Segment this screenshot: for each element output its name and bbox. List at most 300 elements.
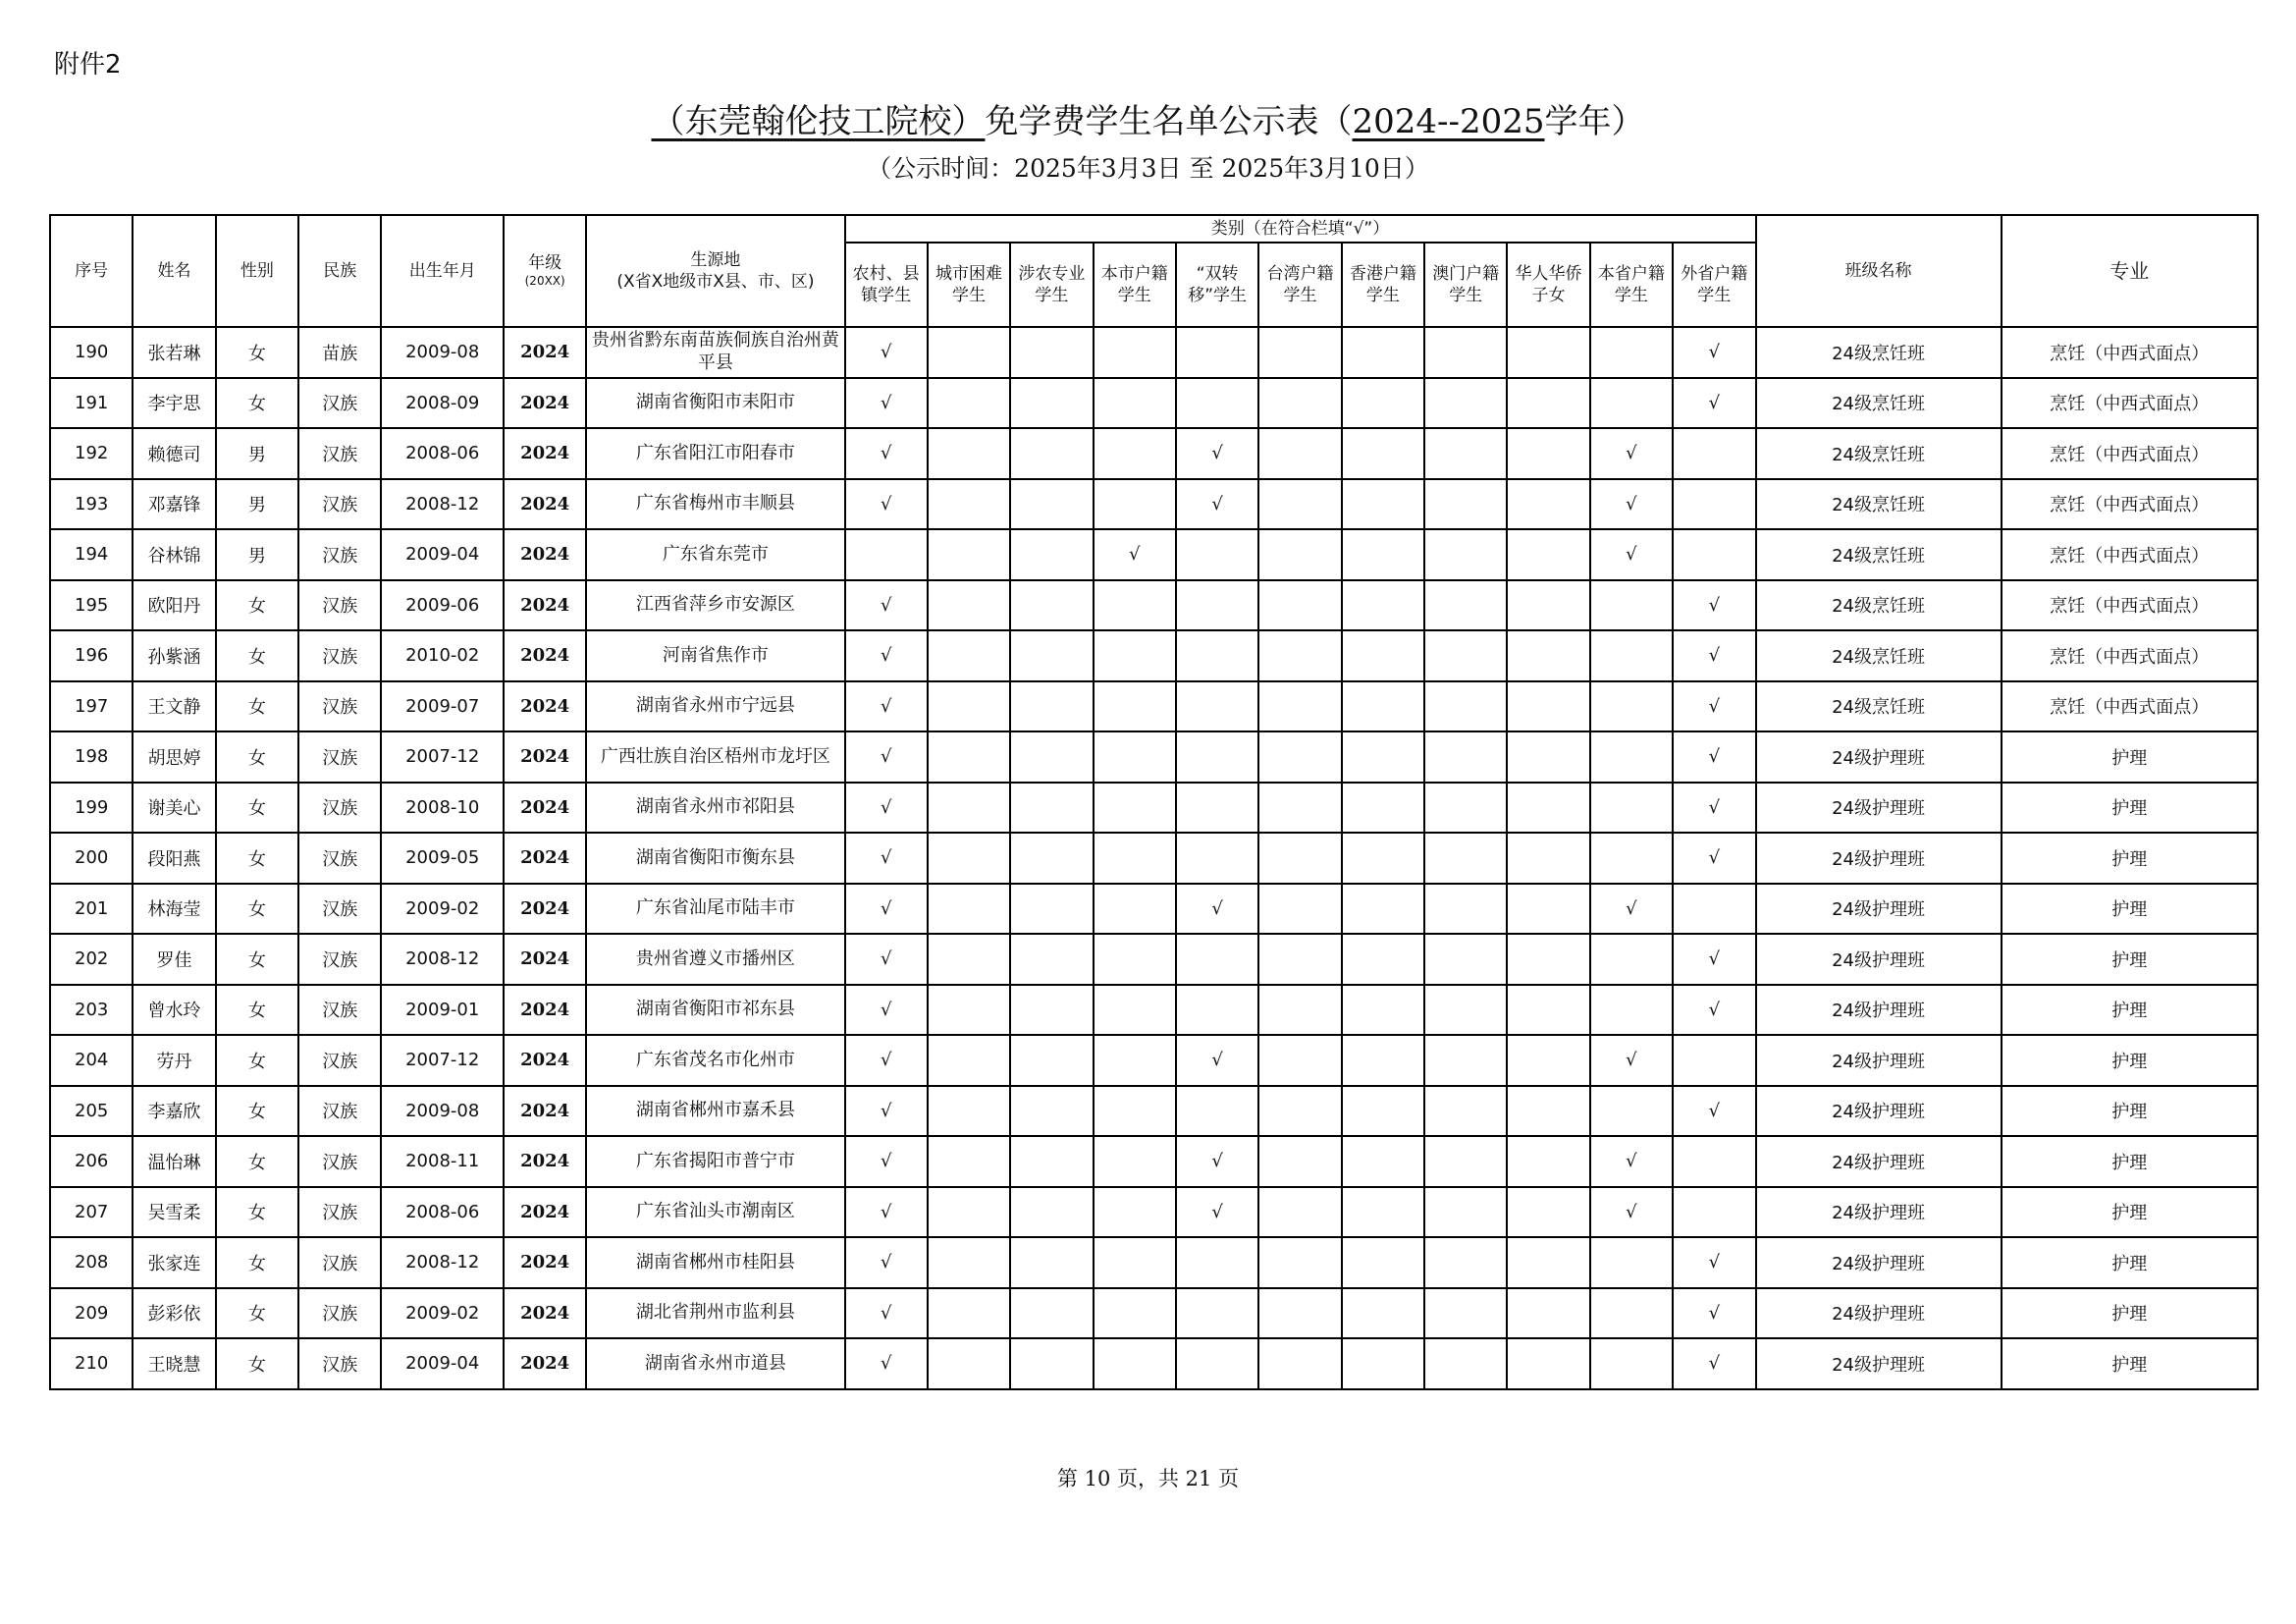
check-cell-2 bbox=[1010, 1288, 1093, 1339]
header-category-7: 澳门户籍学生 bbox=[1424, 243, 1507, 327]
row-origin: 湖南省衡阳市耒阳市 bbox=[586, 378, 844, 429]
check-cell-5 bbox=[1258, 681, 1341, 732]
row-ethnicity: 汉族 bbox=[298, 833, 381, 884]
check-mark-icon: √ bbox=[880, 948, 892, 970]
header-class-name: 班级名称 bbox=[1756, 215, 2002, 327]
check-cell-10 bbox=[1673, 1288, 1755, 1339]
check-mark-icon: √ bbox=[1708, 847, 1721, 869]
check-cell-0 bbox=[845, 327, 928, 378]
check-cell-8 bbox=[1507, 428, 1589, 479]
check-mark-icon: √ bbox=[1708, 999, 1721, 1020]
row-major: 烹饪（中西式面点） bbox=[2002, 529, 2258, 580]
row-major: 护理 bbox=[2002, 731, 2258, 783]
row-birth: 2009-08 bbox=[381, 1086, 504, 1137]
row-origin: 广东省汕头市潮南区 bbox=[586, 1187, 844, 1238]
check-cell-7 bbox=[1424, 731, 1507, 783]
check-cell-4 bbox=[1176, 985, 1258, 1036]
row-name: 李嘉欣 bbox=[133, 1086, 215, 1137]
row-seq: 191 bbox=[50, 378, 133, 429]
row-gender: 女 bbox=[216, 1035, 298, 1086]
check-cell-3 bbox=[1094, 327, 1176, 378]
check-cell-3 bbox=[1094, 1035, 1176, 1086]
check-mark-icon: √ bbox=[1626, 1050, 1637, 1071]
table-row bbox=[50, 1035, 2258, 1086]
table-row bbox=[50, 681, 2258, 732]
check-cell-10 bbox=[1673, 884, 1755, 935]
check-cell-9 bbox=[1590, 1338, 1673, 1389]
row-class-name: 24级烹饪班 bbox=[1756, 428, 2002, 479]
row-ethnicity: 汉族 bbox=[298, 1187, 381, 1238]
check-cell-8 bbox=[1507, 1288, 1589, 1339]
check-cell-7 bbox=[1424, 1288, 1507, 1339]
check-cell-6 bbox=[1342, 783, 1424, 834]
row-origin: 湖南省永州市宁远县 bbox=[586, 681, 844, 732]
header-origin-note: (X省X地级市X县、市、区) bbox=[616, 272, 815, 292]
row-gender: 女 bbox=[216, 783, 298, 834]
check-mark-icon: √ bbox=[1626, 544, 1637, 566]
row-gender: 女 bbox=[216, 681, 298, 732]
row-origin: 江西省萍乡市安源区 bbox=[586, 580, 844, 631]
check-cell-3 bbox=[1094, 985, 1176, 1036]
row-major: 护理 bbox=[2002, 934, 2258, 985]
row-seq: 200 bbox=[50, 833, 133, 884]
check-cell-9 bbox=[1590, 1237, 1673, 1288]
row-grade: 2024 bbox=[504, 428, 586, 479]
row-origin: 广东省揭阳市普宁市 bbox=[586, 1136, 844, 1187]
check-cell-4 bbox=[1176, 479, 1258, 530]
header-category-9: 本省户籍学生 bbox=[1590, 243, 1673, 327]
check-cell-4 bbox=[1176, 1086, 1258, 1137]
check-cell-5 bbox=[1258, 1035, 1341, 1086]
row-origin: 湖北省荆州市监利县 bbox=[586, 1288, 844, 1339]
row-gender: 女 bbox=[216, 833, 298, 884]
row-origin: 湖南省衡阳市祁东县 bbox=[586, 985, 844, 1036]
check-cell-6 bbox=[1342, 327, 1424, 378]
row-grade: 2024 bbox=[504, 884, 586, 935]
check-cell-2 bbox=[1010, 833, 1093, 884]
check-cell-10 bbox=[1673, 580, 1755, 631]
row-major: 护理 bbox=[2002, 833, 2258, 884]
row-seq: 194 bbox=[50, 529, 133, 580]
row-class-name: 24级护理班 bbox=[1756, 833, 2002, 884]
check-mark-icon: √ bbox=[880, 847, 892, 869]
check-cell-8 bbox=[1507, 681, 1589, 732]
row-name: 胡思婷 bbox=[133, 731, 215, 783]
check-cell-1 bbox=[928, 833, 1010, 884]
row-ethnicity: 汉族 bbox=[298, 1338, 381, 1389]
check-cell-0 bbox=[845, 681, 928, 732]
check-mark-icon: √ bbox=[1211, 1050, 1223, 1071]
table-row bbox=[50, 479, 2258, 530]
check-cell-6 bbox=[1342, 378, 1424, 429]
check-cell-3 bbox=[1094, 1086, 1176, 1137]
table-row bbox=[50, 529, 2258, 580]
check-cell-9 bbox=[1590, 630, 1673, 681]
check-cell-9 bbox=[1590, 681, 1673, 732]
row-class-name: 24级护理班 bbox=[1756, 1035, 2002, 1086]
row-class-name: 24级护理班 bbox=[1756, 884, 2002, 935]
check-cell-8 bbox=[1507, 630, 1589, 681]
row-gender: 女 bbox=[216, 985, 298, 1036]
check-cell-7 bbox=[1424, 833, 1507, 884]
row-grade: 2024 bbox=[504, 1237, 586, 1288]
row-ethnicity: 汉族 bbox=[298, 884, 381, 935]
check-cell-1 bbox=[928, 1187, 1010, 1238]
header-category-2: 涉农专业学生 bbox=[1010, 243, 1093, 327]
check-cell-5 bbox=[1258, 783, 1341, 834]
table-row bbox=[50, 985, 2258, 1036]
check-cell-1 bbox=[928, 934, 1010, 985]
row-gender: 女 bbox=[216, 327, 298, 378]
row-gender: 女 bbox=[216, 1237, 298, 1288]
check-cell-0 bbox=[845, 985, 928, 1036]
row-class-name: 24级护理班 bbox=[1756, 731, 2002, 783]
check-cell-4 bbox=[1176, 934, 1258, 985]
check-cell-6 bbox=[1342, 1086, 1424, 1137]
row-name: 张家连 bbox=[133, 1237, 215, 1288]
row-ethnicity: 汉族 bbox=[298, 1288, 381, 1339]
check-cell-5 bbox=[1258, 1086, 1341, 1137]
check-mark-icon: √ bbox=[880, 695, 892, 717]
check-cell-8 bbox=[1507, 1035, 1589, 1086]
check-cell-1 bbox=[928, 428, 1010, 479]
check-cell-3 bbox=[1094, 884, 1176, 935]
row-seq: 201 bbox=[50, 884, 133, 935]
row-ethnicity: 汉族 bbox=[298, 529, 381, 580]
row-grade: 2024 bbox=[504, 580, 586, 631]
check-cell-9 bbox=[1590, 1086, 1673, 1137]
row-name: 罗佳 bbox=[133, 934, 215, 985]
check-mark-icon: √ bbox=[1708, 342, 1721, 363]
check-cell-10 bbox=[1673, 378, 1755, 429]
check-mark-icon: √ bbox=[880, 645, 892, 667]
check-cell-2 bbox=[1010, 731, 1093, 783]
row-gender: 女 bbox=[216, 884, 298, 935]
check-cell-9 bbox=[1590, 1187, 1673, 1238]
title-year: 2024--2025 bbox=[1352, 102, 1545, 141]
check-cell-3 bbox=[1094, 479, 1176, 530]
row-birth: 2008-06 bbox=[381, 428, 504, 479]
header-grade bbox=[504, 215, 586, 327]
header-category-6: 香港户籍学生 bbox=[1342, 243, 1424, 327]
row-name: 温怡琳 bbox=[133, 1136, 215, 1187]
check-cell-1 bbox=[928, 1237, 1010, 1288]
row-origin: 湖南省衡阳市衡东县 bbox=[586, 833, 844, 884]
check-cell-2 bbox=[1010, 934, 1093, 985]
check-cell-5 bbox=[1258, 580, 1341, 631]
header-category-group: 类别（在符合栏填“√”） bbox=[845, 215, 1756, 243]
check-cell-2 bbox=[1010, 580, 1093, 631]
check-cell-8 bbox=[1507, 884, 1589, 935]
check-cell-1 bbox=[928, 985, 1010, 1036]
check-mark-icon: √ bbox=[880, 1252, 892, 1273]
row-origin: 广东省东莞市 bbox=[586, 529, 844, 580]
check-cell-9 bbox=[1590, 580, 1673, 631]
row-origin: 广东省阳江市阳春市 bbox=[586, 428, 844, 479]
row-origin: 湖南省永州市祁阳县 bbox=[586, 783, 844, 834]
title-main: 免学费学生名单公示表（ bbox=[985, 102, 1353, 141]
row-name: 段阳燕 bbox=[133, 833, 215, 884]
check-mark-icon: √ bbox=[880, 1151, 892, 1172]
row-gender: 女 bbox=[216, 630, 298, 681]
row-class-name: 24级烹饪班 bbox=[1756, 378, 2002, 429]
check-cell-0 bbox=[845, 630, 928, 681]
row-major: 护理 bbox=[2002, 1288, 2258, 1339]
check-cell-3 bbox=[1094, 630, 1176, 681]
row-name: 欧阳丹 bbox=[133, 580, 215, 631]
table-row bbox=[50, 1288, 2258, 1339]
check-cell-10 bbox=[1673, 1187, 1755, 1238]
row-class-name: 24级护理班 bbox=[1756, 783, 2002, 834]
row-birth: 2009-07 bbox=[381, 681, 504, 732]
check-cell-8 bbox=[1507, 934, 1589, 985]
row-gender: 女 bbox=[216, 1338, 298, 1389]
check-mark-icon: √ bbox=[1626, 1151, 1637, 1172]
check-cell-8 bbox=[1507, 833, 1589, 884]
row-gender: 男 bbox=[216, 529, 298, 580]
check-cell-4 bbox=[1176, 529, 1258, 580]
check-cell-10 bbox=[1673, 833, 1755, 884]
page-title bbox=[0, 94, 2296, 142]
check-cell-5 bbox=[1258, 833, 1341, 884]
check-cell-3 bbox=[1094, 378, 1176, 429]
row-class-name: 24级烹饪班 bbox=[1756, 479, 2002, 530]
check-cell-7 bbox=[1424, 783, 1507, 834]
check-cell-7 bbox=[1424, 630, 1507, 681]
row-class-name: 24级护理班 bbox=[1756, 1237, 2002, 1288]
check-cell-7 bbox=[1424, 327, 1507, 378]
check-mark-icon: √ bbox=[1708, 695, 1721, 717]
check-cell-8 bbox=[1507, 1237, 1589, 1288]
check-cell-0 bbox=[845, 731, 928, 783]
row-class-name: 24级护理班 bbox=[1756, 1086, 2002, 1137]
check-cell-5 bbox=[1258, 934, 1341, 985]
row-name: 张若琳 bbox=[133, 327, 215, 378]
table-row bbox=[50, 1237, 2258, 1288]
row-gender: 男 bbox=[216, 479, 298, 530]
row-major: 护理 bbox=[2002, 1136, 2258, 1187]
row-seq: 199 bbox=[50, 783, 133, 834]
check-cell-4 bbox=[1176, 1136, 1258, 1187]
check-cell-2 bbox=[1010, 681, 1093, 732]
header-category-10: 外省户籍学生 bbox=[1673, 243, 1755, 327]
row-gender: 女 bbox=[216, 1086, 298, 1137]
check-cell-2 bbox=[1010, 479, 1093, 530]
check-cell-1 bbox=[928, 378, 1010, 429]
check-cell-0 bbox=[845, 783, 928, 834]
check-cell-4 bbox=[1176, 428, 1258, 479]
check-cell-2 bbox=[1010, 327, 1093, 378]
check-cell-0 bbox=[845, 884, 928, 935]
check-cell-9 bbox=[1590, 833, 1673, 884]
check-mark-icon: √ bbox=[1626, 493, 1637, 514]
row-grade: 2024 bbox=[504, 731, 586, 783]
check-mark-icon: √ bbox=[1211, 1151, 1223, 1172]
row-ethnicity: 汉族 bbox=[298, 1136, 381, 1187]
row-major: 护理 bbox=[2002, 1187, 2258, 1238]
row-name: 孙紫涵 bbox=[133, 630, 215, 681]
check-cell-6 bbox=[1342, 1288, 1424, 1339]
check-cell-7 bbox=[1424, 1136, 1507, 1187]
check-mark-icon: √ bbox=[1708, 392, 1721, 413]
row-grade: 2024 bbox=[504, 985, 586, 1036]
check-cell-6 bbox=[1342, 731, 1424, 783]
check-cell-6 bbox=[1342, 1136, 1424, 1187]
check-cell-4 bbox=[1176, 1237, 1258, 1288]
check-cell-9 bbox=[1590, 479, 1673, 530]
check-cell-5 bbox=[1258, 327, 1341, 378]
check-cell-5 bbox=[1258, 630, 1341, 681]
check-cell-6 bbox=[1342, 1187, 1424, 1238]
check-cell-6 bbox=[1342, 1035, 1424, 1086]
row-major: 护理 bbox=[2002, 1237, 2258, 1288]
check-cell-7 bbox=[1424, 985, 1507, 1036]
title-school: （东莞翰伦技工院校） bbox=[651, 102, 986, 141]
check-cell-6 bbox=[1342, 985, 1424, 1036]
check-cell-9 bbox=[1590, 428, 1673, 479]
check-mark-icon: √ bbox=[1708, 594, 1721, 616]
row-major: 烹饪（中西式面点） bbox=[2002, 681, 2258, 732]
row-seq: 207 bbox=[50, 1187, 133, 1238]
check-cell-3 bbox=[1094, 529, 1176, 580]
check-cell-8 bbox=[1507, 529, 1589, 580]
check-cell-10 bbox=[1673, 630, 1755, 681]
table-row bbox=[50, 1086, 2258, 1137]
check-cell-0 bbox=[845, 1288, 928, 1339]
row-major: 烹饪（中西式面点） bbox=[2002, 630, 2258, 681]
row-gender: 女 bbox=[216, 934, 298, 985]
check-mark-icon: √ bbox=[880, 1353, 892, 1375]
check-cell-2 bbox=[1010, 529, 1093, 580]
row-birth: 2009-04 bbox=[381, 529, 504, 580]
table-row bbox=[50, 1338, 2258, 1389]
check-mark-icon: √ bbox=[880, 1100, 892, 1121]
check-cell-2 bbox=[1010, 1338, 1093, 1389]
check-cell-0 bbox=[845, 479, 928, 530]
check-cell-4 bbox=[1176, 783, 1258, 834]
check-mark-icon: √ bbox=[1708, 948, 1721, 970]
check-cell-9 bbox=[1590, 731, 1673, 783]
check-cell-4 bbox=[1176, 1338, 1258, 1389]
check-cell-7 bbox=[1424, 1187, 1507, 1238]
table-row bbox=[50, 428, 2258, 479]
row-birth: 2009-06 bbox=[381, 580, 504, 631]
check-cell-3 bbox=[1094, 681, 1176, 732]
check-cell-9 bbox=[1590, 378, 1673, 429]
row-class-name: 24级烹饪班 bbox=[1756, 327, 2002, 378]
row-origin: 湖南省永州市道县 bbox=[586, 1338, 844, 1389]
check-cell-7 bbox=[1424, 378, 1507, 429]
check-cell-3 bbox=[1094, 1136, 1176, 1187]
row-class-name: 24级护理班 bbox=[1756, 1288, 2002, 1339]
row-name: 王文静 bbox=[133, 681, 215, 732]
check-mark-icon: √ bbox=[880, 1201, 892, 1222]
check-cell-9 bbox=[1590, 1035, 1673, 1086]
header-category-8: 华人华侨子女 bbox=[1507, 243, 1589, 327]
row-ethnicity: 苗族 bbox=[298, 327, 381, 378]
check-cell-0 bbox=[845, 934, 928, 985]
check-cell-6 bbox=[1342, 580, 1424, 631]
header-gender: 性别 bbox=[216, 215, 298, 327]
check-cell-5 bbox=[1258, 529, 1341, 580]
check-cell-8 bbox=[1507, 731, 1589, 783]
check-mark-icon: √ bbox=[880, 342, 892, 363]
check-mark-icon: √ bbox=[1211, 443, 1223, 464]
row-ethnicity: 汉族 bbox=[298, 934, 381, 985]
row-origin: 广东省茂名市化州市 bbox=[586, 1035, 844, 1086]
check-cell-7 bbox=[1424, 1086, 1507, 1137]
row-origin: 广东省梅州市丰顺县 bbox=[586, 479, 844, 530]
row-grade: 2024 bbox=[504, 783, 586, 834]
check-cell-2 bbox=[1010, 630, 1093, 681]
check-cell-3 bbox=[1094, 1288, 1176, 1339]
row-ethnicity: 汉族 bbox=[298, 378, 381, 429]
row-birth: 2008-12 bbox=[381, 1237, 504, 1288]
check-cell-7 bbox=[1424, 1237, 1507, 1288]
check-cell-10 bbox=[1673, 1136, 1755, 1187]
check-cell-4 bbox=[1176, 884, 1258, 935]
check-mark-icon: √ bbox=[880, 746, 892, 768]
check-cell-10 bbox=[1673, 428, 1755, 479]
check-cell-6 bbox=[1342, 681, 1424, 732]
check-cell-2 bbox=[1010, 783, 1093, 834]
student-table bbox=[49, 214, 2259, 1390]
row-class-name: 24级护理班 bbox=[1756, 1136, 2002, 1187]
row-grade: 2024 bbox=[504, 1035, 586, 1086]
row-class-name: 24级烹饪班 bbox=[1756, 580, 2002, 631]
row-ethnicity: 汉族 bbox=[298, 1237, 381, 1288]
check-cell-5 bbox=[1258, 884, 1341, 935]
check-cell-2 bbox=[1010, 378, 1093, 429]
row-grade: 2024 bbox=[504, 529, 586, 580]
header-seq: 序号 bbox=[50, 215, 133, 327]
row-ethnicity: 汉族 bbox=[298, 1086, 381, 1137]
header-birth: 出生年月 bbox=[381, 215, 504, 327]
check-mark-icon: √ bbox=[1708, 1252, 1721, 1273]
check-cell-4 bbox=[1176, 580, 1258, 631]
check-cell-10 bbox=[1673, 479, 1755, 530]
check-cell-10 bbox=[1673, 985, 1755, 1036]
check-cell-10 bbox=[1673, 681, 1755, 732]
table-row bbox=[50, 1136, 2258, 1187]
check-mark-icon: √ bbox=[880, 493, 892, 514]
check-cell-1 bbox=[928, 580, 1010, 631]
row-class-name: 24级护理班 bbox=[1756, 1338, 2002, 1389]
check-cell-5 bbox=[1258, 1237, 1341, 1288]
header-origin-label: 生源地 bbox=[690, 249, 741, 270]
table-row bbox=[50, 934, 2258, 985]
row-birth: 2008-06 bbox=[381, 1187, 504, 1238]
header-name: 姓名 bbox=[133, 215, 215, 327]
row-seq: 202 bbox=[50, 934, 133, 985]
header-major: 专业 bbox=[2002, 215, 2258, 327]
row-class-name: 24级烹饪班 bbox=[1756, 630, 2002, 681]
row-name: 彭彩依 bbox=[133, 1288, 215, 1339]
row-ethnicity: 汉族 bbox=[298, 681, 381, 732]
row-name: 曾水玲 bbox=[133, 985, 215, 1036]
check-mark-icon: √ bbox=[1708, 1353, 1721, 1375]
check-cell-2 bbox=[1010, 985, 1093, 1036]
row-major: 烹饪（中西式面点） bbox=[2002, 327, 2258, 378]
row-ethnicity: 汉族 bbox=[298, 428, 381, 479]
check-cell-3 bbox=[1094, 1237, 1176, 1288]
check-mark-icon: √ bbox=[1708, 645, 1721, 667]
row-ethnicity: 汉族 bbox=[298, 731, 381, 783]
row-seq: 193 bbox=[50, 479, 133, 530]
check-cell-8 bbox=[1507, 1136, 1589, 1187]
student-rows bbox=[50, 327, 2258, 1389]
check-cell-8 bbox=[1507, 783, 1589, 834]
